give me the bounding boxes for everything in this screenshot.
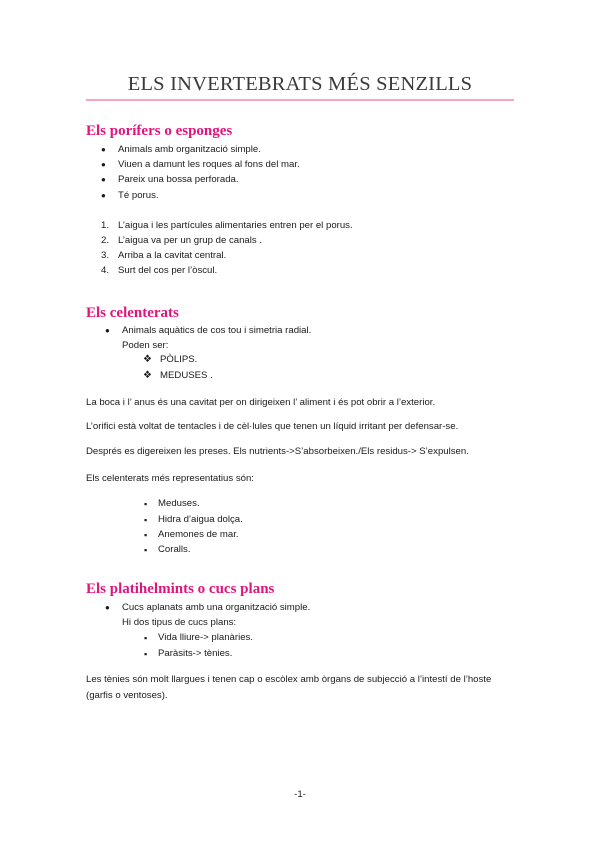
numbered-item bbox=[101, 250, 227, 262]
list-item: ● Animals aquàtics de cos tou i simetria radial. bbox=[122, 325, 311, 337]
paragraph: (garfis o ventoses). bbox=[86, 690, 168, 701]
list-item: ● Cucs aplanats amb una organització simple. bbox=[122, 602, 310, 614]
title-divider bbox=[86, 99, 514, 101]
numbered-item bbox=[101, 235, 263, 247]
list-item: ● Viuen a damunt les roques al fons del mar. bbox=[118, 159, 300, 171]
step-number: 3. bbox=[101, 250, 110, 261]
heading-celenterats: Els celenterats bbox=[86, 305, 179, 321]
step-text: Arriba a la cavitat central. bbox=[118, 250, 227, 261]
list-item: ▪ Coralls. bbox=[158, 544, 191, 556]
list-item: ● Pareix una bossa perforada. bbox=[118, 174, 239, 186]
list-item: ▪ Paràsits-> tènies. bbox=[158, 648, 232, 660]
paragraph: Els celenterats més representatius són: bbox=[86, 473, 254, 484]
list-item: ● Té porus. bbox=[118, 190, 159, 202]
heading-porifers: Els porífers o esponges bbox=[86, 123, 233, 139]
list-item: ▪ Meduses. bbox=[158, 498, 200, 510]
poden-ser-label: Poden ser: bbox=[122, 340, 169, 351]
list-item: ▪ Anemones de mar. bbox=[158, 529, 239, 541]
list-item: ● Animals amb organització simple. bbox=[118, 144, 261, 156]
numbered-item bbox=[101, 220, 353, 232]
step-text: L’aigua va per un grup de canals . bbox=[118, 235, 263, 246]
paragraph: Després es digereixen les preses. Els nutrients->S’absorbeixen./Els residus-> S’expulsen. bbox=[86, 446, 469, 457]
paragraph: L’orifici està voltat de tentacles i de cèl·lules que tenen un líquid irritant per defensar-se. bbox=[86, 421, 459, 432]
step-text: Surt del cos per l’òscul. bbox=[118, 265, 218, 276]
heading-platihelmints: Els platihelmints o cucs plans bbox=[86, 581, 275, 597]
step-number: 4. bbox=[101, 265, 110, 276]
list-item: ▪ Vida lliure-> planàries. bbox=[158, 632, 253, 644]
list-item: ❖ PÒLIPS. bbox=[160, 354, 197, 366]
list-item: ▪ Hidra d’aigua dolça. bbox=[158, 514, 243, 526]
hi-dos-label: Hi dos tipus de cucs plans: bbox=[122, 617, 237, 628]
step-number: 2. bbox=[101, 235, 110, 246]
page-title: ELS INVERTEBRATS MÉS SENZILLS bbox=[127, 73, 473, 95]
numbered-item bbox=[101, 265, 218, 277]
step-text: L’aigua i les partícules alimentaries entren per el porus. bbox=[118, 220, 353, 231]
step-number: 1. bbox=[101, 220, 110, 231]
paragraph: La boca i l’ anus és una cavitat per on dirigeixen l’ aliment i és pot obrir a l’exterior. bbox=[86, 397, 436, 408]
list-item: ❖ MEDUSES . bbox=[160, 370, 213, 382]
page-number: -1- bbox=[294, 789, 306, 800]
paragraph: Les tènies són molt llargues i tenen cap o escòlex amb òrgans de subjecció a l’intestí de l’hoste bbox=[86, 674, 492, 685]
